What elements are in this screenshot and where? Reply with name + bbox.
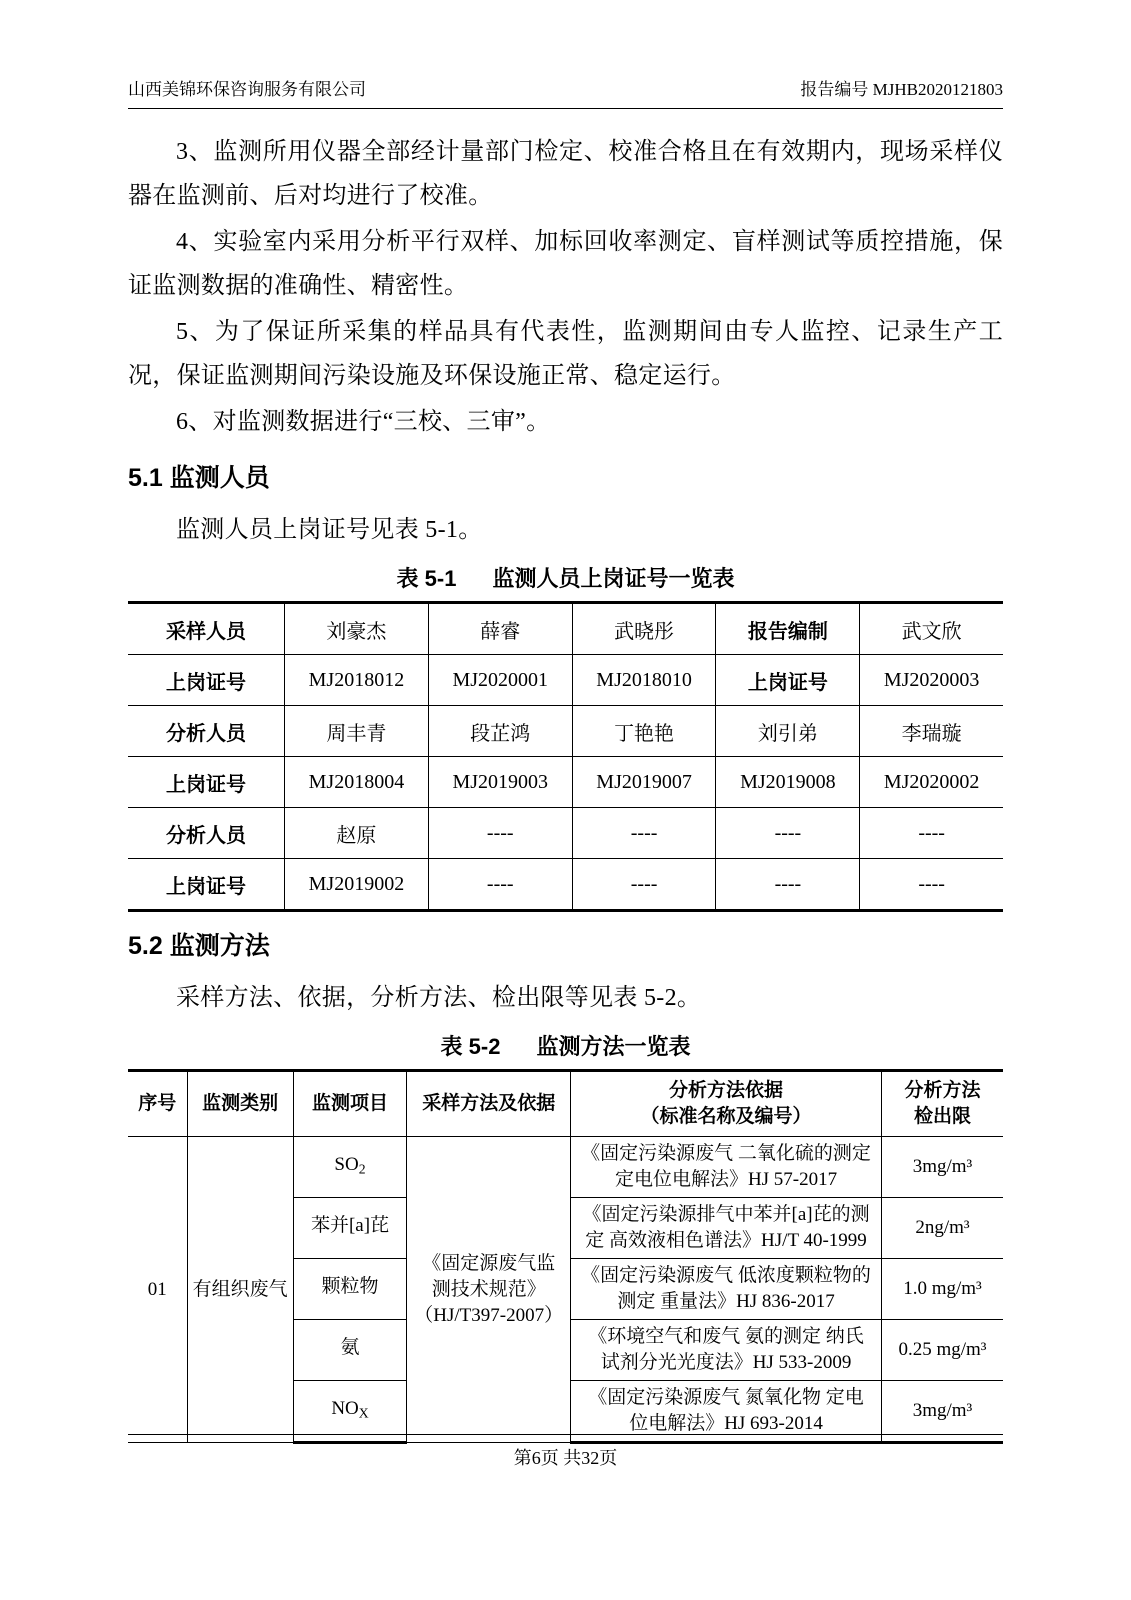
table-row [128,655,1003,706]
header-basis [571,1071,882,1137]
cell-item-sub: X [358,1405,369,1421]
cell-basis-line2: 测定 重量法》HJ 836-2017 [617,1291,835,1312]
cell-value: 李瑞璇 [860,706,1003,757]
page-header [128,75,1003,100]
header-company-name: 山西美锦环保咨询服务有限公司 [128,80,366,99]
paragraph-5: 5、为了保证所采集的样品具有代表性，监测期间由专人监控、记录生产工况，保证监测期间污染设施及环保设施正常、稳定运行。 [128,319,1003,389]
cell-value: 武晓彤 [572,603,716,655]
cell-basis-line1: 《固定污染源排气中苯并[a]芘的测 [582,1204,870,1225]
header-basis-line1: 分析方法依据 [669,1080,784,1101]
cell-basis-line2: 试剂分光光度法》HJ 533-2009 [600,1352,852,1373]
cell-limit: 3mg/m³ [881,1137,1003,1198]
paragraph-4: 4、实验室内采用分析平行双样、加标回收率测定、盲样测试等质控措施，保证监测数据的准确性、精密性。 [128,229,1003,299]
table-5-1-caption [128,562,1003,593]
paragraph-5-2-intro: 采样方法、依据，分析方法、检出限等见表 5-2。 [176,985,702,1011]
cell-item-sub: 2 [358,1161,366,1177]
cell-value: ---- [716,859,860,911]
cell-basis-line1: 《固定污染源废气 二氧化硫的测定 [581,1143,871,1164]
page-footer: 第6页 共32页 [513,1448,618,1468]
cell-basis-line1: 《固定污染源废气 氮氧化物 定电 [588,1387,864,1408]
cell-label: 上岗证号 [128,655,285,706]
header-limit-line1: 分析方法 [904,1080,981,1101]
header-method: 采样方法及依据 [407,1071,571,1137]
cell-item-main: NO [331,1397,359,1419]
cell-value: 周丰青 [285,706,429,757]
table-row [128,1137,1003,1198]
cell-basis-line1: 《环境空气和废气 氨的测定 纳氏 [588,1326,864,1347]
table-5-1-caption-label: 表 5-1 [396,566,457,591]
cell-value: ---- [428,859,572,911]
cell-category: 有组织废气 [187,1137,293,1443]
cell-value: 刘引弟 [716,706,860,757]
paragraph-5-1-intro: 监测人员上岗证号见表 5-1。 [176,517,483,543]
cell-basis [571,1259,882,1320]
cell-value: ---- [572,859,716,911]
table-5-2-caption-label: 表 5-2 [440,1034,501,1059]
cell-basis [571,1137,882,1198]
cell-value: MJ2018010 [572,655,716,706]
cell-value: MJ2018004 [285,757,429,808]
table-personnel-certificates [128,601,1003,912]
cell-item [293,1137,406,1198]
cell-value: 段芷鸿 [428,706,572,757]
section-heading-5-1: 5.1 监测人员 [128,464,270,492]
cell-limit: 0.25 mg/m³ [881,1320,1003,1381]
cell-seq: 01 [128,1137,187,1443]
cell-value: 武文欣 [860,603,1003,655]
cell-value: ---- [860,808,1003,859]
cell-item-main: 颗粒物 [321,1275,379,1297]
cell-basis [571,1198,882,1259]
table-row [128,859,1003,911]
paragraph-3: 3、监测所用仪器全部经计量部门检定、校准合格且在有效期内，现场采样仪器在监测前、后对均进行了校准。 [128,139,1003,209]
table-row [128,808,1003,859]
cell-method-line3: （HJ/T397-2007） [414,1304,564,1326]
cell-value: ---- [860,859,1003,911]
section-heading-5-2: 5.2 监测方法 [128,932,270,960]
cell-method [407,1137,571,1443]
header-limit-line2: 检出限 [913,1106,971,1127]
cell-basis-line2: 定 高效液相色谱法》HJ/T 40-1999 [585,1230,867,1251]
cell-value: 报告编制 [716,603,860,655]
cell-item-main: 苯并[a]芘 [310,1214,390,1236]
paragraph-6: 6、对监测数据进行“三校、三审”。 [176,409,551,435]
cell-item-main: SO [334,1153,359,1175]
table-monitoring-methods [128,1069,1003,1444]
cell-basis-line2: 位电解法》HJ 693-2014 [629,1413,823,1434]
cell-item-main: 氨 [340,1336,360,1358]
header-seq: 序号 [128,1071,187,1137]
cell-value: ---- [716,808,860,859]
cell-label: 采样人员 [128,603,285,655]
cell-value: MJ2019007 [572,757,716,808]
table-5-2-caption [128,1030,1003,1061]
table-row [128,706,1003,757]
cell-value: MJ2018012 [285,655,429,706]
header-basis-line2: （标准名称及编号） [640,1106,812,1127]
footer-divider [128,1434,1003,1435]
cell-value: MJ2019008 [716,757,860,808]
cell-value: ---- [572,808,716,859]
header-report-number: 报告编号 MJHB2020121803 [800,80,1003,99]
cell-label: 分析人员 [128,706,285,757]
cell-value: 薛睿 [428,603,572,655]
cell-item [293,1320,406,1381]
cell-method-line2: 测技术规范》 [431,1278,546,1300]
cell-limit: 1.0 mg/m³ [881,1259,1003,1320]
table-5-2-caption-title: 监测方法一览表 [536,1034,691,1059]
page-content [128,130,1003,1444]
header-limit [881,1071,1003,1137]
cell-value: 刘豪杰 [285,603,429,655]
cell-basis-line1: 《固定污染源废气 低浓度颗粒物的 [581,1265,871,1286]
cell-label: 分析人员 [128,808,285,859]
cell-limit: 3mg/m³ [881,1381,1003,1443]
cell-basis-line2: 定电位电解法》HJ 57-2017 [614,1169,838,1190]
table-row [128,603,1003,655]
cell-value: 丁艳艳 [572,706,716,757]
cell-value: MJ2020003 [860,655,1003,706]
cell-value: MJ2020002 [860,757,1003,808]
cell-item [293,1259,406,1320]
table-row [128,757,1003,808]
cell-label: 上岗证号 [128,859,285,911]
cell-item [293,1198,406,1259]
header-divider [128,108,1003,109]
cell-value: MJ2020001 [428,655,572,706]
cell-value: MJ2019003 [428,757,572,808]
cell-value: 赵原 [285,808,429,859]
cell-basis [571,1320,882,1381]
cell-label: 上岗证号 [128,757,285,808]
cell-value: ---- [428,808,572,859]
cell-limit: 2ng/m³ [881,1198,1003,1259]
header-item: 监测项目 [293,1071,406,1137]
cell-method-line1: 《固定源废气监 [422,1252,556,1274]
table-5-1-caption-title: 监测人员上岗证号一览表 [492,566,735,591]
cell-value: 上岗证号 [716,655,860,706]
header-category: 监测类别 [187,1071,293,1137]
table-header-row [128,1071,1003,1137]
cell-value: MJ2019002 [285,859,429,911]
